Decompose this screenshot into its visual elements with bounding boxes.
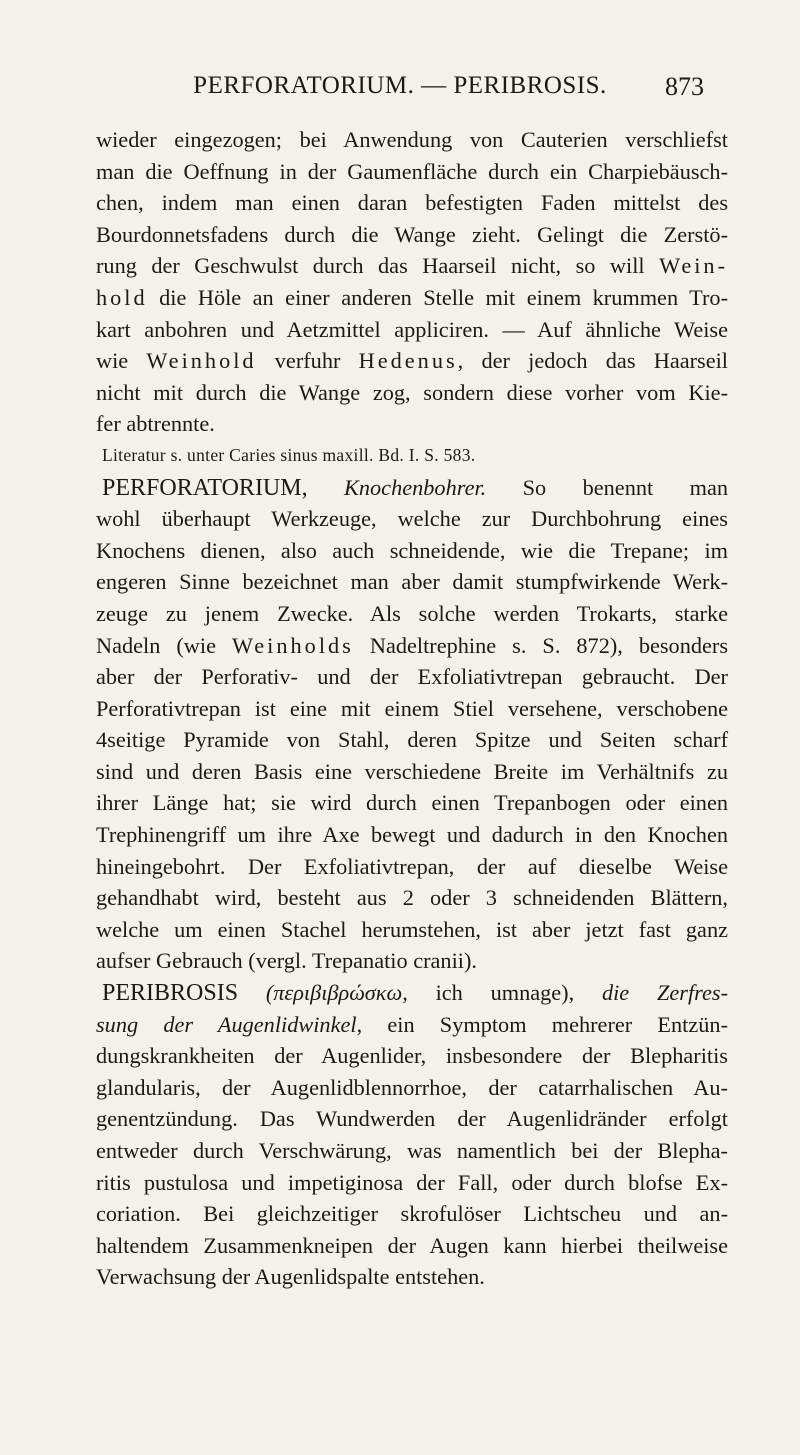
text-line: rung der Geschwulst durch das Haarseil nicht, so will Wein- bbox=[96, 253, 729, 279]
person-name: Weinholds bbox=[232, 632, 354, 658]
page-number: 873 bbox=[665, 72, 704, 101]
entry-headword: PERFORATORIUM, bbox=[102, 474, 308, 501]
text-line: engeren Sinne bezeichnet man aber damit stumpfwirkende Werk- bbox=[96, 569, 728, 595]
entry-peribrosis-heading: PERIBROSIS (περιβιβρώσκω, ich umnage), die Zerfres- bbox=[102, 980, 728, 1007]
text-line: man die Oeffnung in der Gaumenfläche durch ein Charpiebäusch- bbox=[96, 158, 728, 184]
text-line: 4seitige Pyramide von Stahl, deren Spitze und Seiten scharf bbox=[96, 727, 728, 753]
text-line: glandularis, der Augenlidblennorrhoe, der catarrhalischen Au- bbox=[96, 1074, 728, 1100]
text-line: Perforativtrepan ist eine mit einem Stiel versehene, verschobene bbox=[96, 695, 728, 721]
text-line: sind und deren Basis eine verschiedene Breite im Verhältnifs zu bbox=[96, 758, 728, 784]
person-name: Hedenus bbox=[358, 348, 458, 374]
text-line: chen, indem man einen daran befestigten Faden mittelst des bbox=[96, 190, 728, 216]
literature-reference: Literatur s. unter Caries sinus maxill. Bd. I. S. 583. bbox=[102, 444, 476, 465]
entry-gloss: Knochenbohrer. bbox=[344, 474, 487, 500]
entry-headword: PERIBROSIS bbox=[102, 980, 239, 1007]
person-name: hold bbox=[96, 284, 148, 310]
text-line: wie Weinhold verfuhr Hedenus, der jedoch das Haarseil bbox=[96, 348, 728, 374]
text-line: welche um einen Stachel herumstehen, ist aber jetzt fast ganz bbox=[96, 916, 728, 942]
text-line: Trephinengriff um ihre Axe bewegt und dadurch in den Knochen bbox=[96, 822, 728, 848]
entry-gloss: die Zerfres- bbox=[601, 980, 728, 1006]
text-line: kart anbohren und Aetzmittel appliciren. — Auf ähnliche Weise bbox=[96, 316, 728, 342]
text-line: sung der Augenlidwinkel, ein Symptom mehrerer Entzün- bbox=[96, 1011, 728, 1037]
text-line: Nadeln (wie Weinholds Nadeltrephine s. S. 872), besonders bbox=[96, 632, 729, 658]
text-line: wieder eingezogen; bei Anwendung von Cauterien verschliefst bbox=[96, 127, 728, 152]
page-body bbox=[96, 124, 728, 1293]
text-line: wohl überhaupt Werkzeuge, welche zur Durchbohrung eines bbox=[96, 506, 728, 532]
text-line: dungskrankheiten der Augenlider, insbesondere der Blepharitis bbox=[96, 1043, 728, 1069]
text-line: hineingebohrt. Der Exfoliativtrepan, der auf dieselbe Weise bbox=[96, 853, 728, 879]
text-line: aber der Perforativ- und der Exfoliativtrepan gebraucht. Der bbox=[96, 664, 728, 690]
greek-etymology: (περιβιβρώσκω, bbox=[265, 980, 408, 1006]
person-name: Wein- bbox=[659, 253, 729, 279]
text-line: Knochens dienen, also auch schneidende, wie die Trepane; im bbox=[96, 537, 728, 563]
entry-gloss: sung der Augenlidwinkel bbox=[96, 1011, 357, 1037]
entry-perforatorium-heading: PERFORATORIUM, Knochenbohrer. So benennt man bbox=[102, 474, 728, 501]
text-line: Bourdonnetsfadens durch die Wange zieht. Gelingt die Zerstö- bbox=[96, 221, 728, 247]
text-line: ihrer Länge hat; sie wird durch einen Trepanbogen oder einen bbox=[96, 790, 728, 816]
text-line: fer abtrennte. bbox=[96, 411, 215, 437]
text-line: genentzündung. Das Wundwerden der Augenlidränder erfolgt bbox=[96, 1106, 728, 1132]
text-line: zeuge zu jenem Zwecke. Als solche werden Trokarts, starke bbox=[96, 600, 728, 626]
running-header bbox=[96, 72, 704, 112]
text-line: coriation. Bei gleichzeitiger skrofulöser Lichtscheu und an- bbox=[96, 1201, 728, 1227]
running-title: PERFORATORIUM. — PERIBROSIS. bbox=[193, 72, 607, 99]
text-line: ritis pustulosa und impetiginosa der Fall, oder durch blofse Ex- bbox=[96, 1169, 728, 1195]
text-line: gehandhabt wird, besteht aus 2 oder 3 schneidenden Blättern, bbox=[96, 885, 728, 911]
person-name: Weinhold bbox=[146, 348, 257, 374]
text-line: aufser Gebrauch (vergl. Trepanatio cranii). bbox=[96, 948, 477, 974]
text-line: haltendem Zusammenkneipen der Augen kann hierbei theilweise bbox=[96, 1232, 728, 1258]
text-line: entweder durch Verschwärung, was namentlich bei der Blepha- bbox=[96, 1138, 728, 1163]
text-line: nicht mit durch die Wange zog, sondern diese vorher vom Kie- bbox=[96, 379, 728, 405]
text-line: hold die Höle an einer anderen Stelle mit einem krummen Tro- bbox=[96, 284, 729, 310]
text-line: Verwachsung der Augenlidspalte entstehen. bbox=[96, 1264, 485, 1290]
